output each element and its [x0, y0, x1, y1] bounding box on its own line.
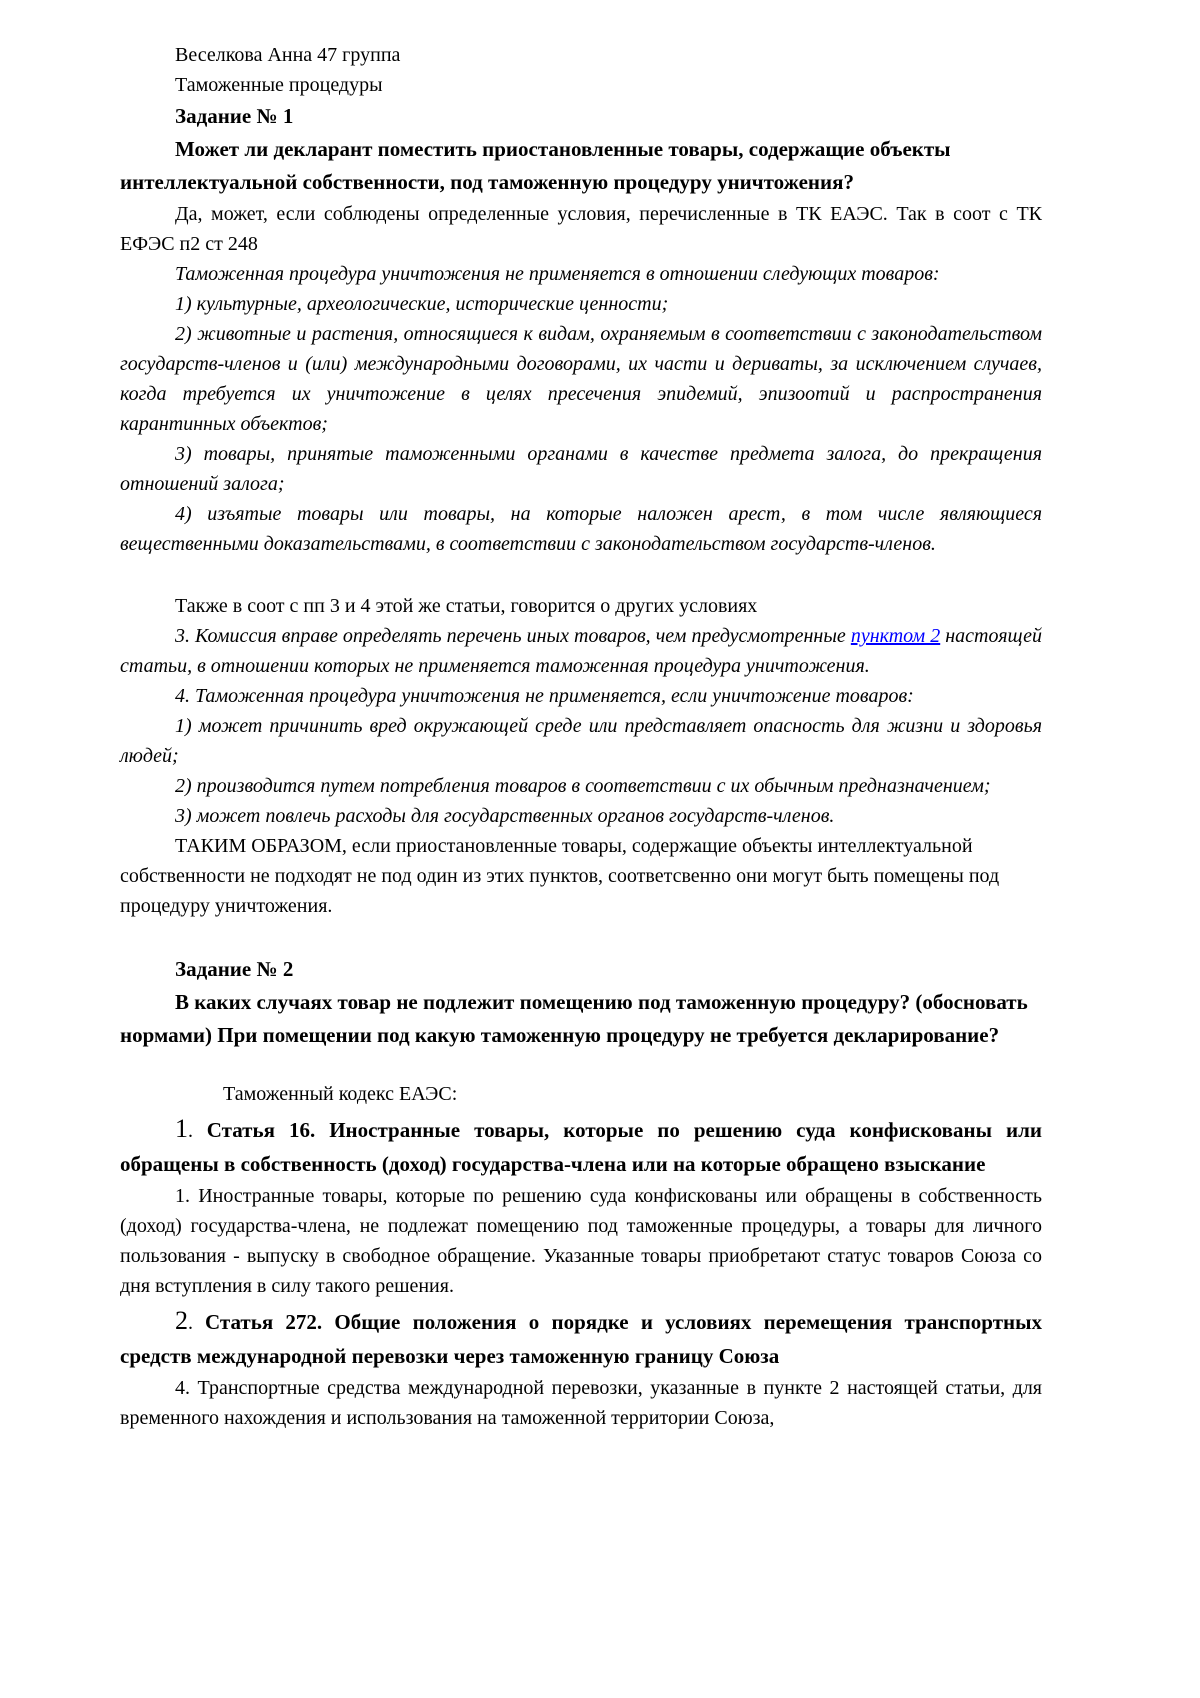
law-item-2-body: 4. Транспортные средства международной перевозки, указанные в пункте 2 настоящей статьи, для временного нахождения и использования на таможенной территории Союза,: [120, 1377, 1042, 1429]
quote-paragraph-3: [120, 621, 1042, 681]
subject-line: Таможенные процедуры: [175, 74, 383, 96]
quote-item-4: 4) изъятые товары или товары, на которые наложен арест, в том числе являющиеся вещественными доказательствами, в соответствии с законодательством государств-членов.: [120, 503, 1042, 555]
quote-item-1: 1) культурные, археологические, исторические ценности;: [175, 293, 669, 315]
law-item-2-heading-text: Статья 272. Общие положения о порядке и условиях перемещения транспортных средств международной перевозки через таможенную границу Союза: [120, 1310, 1043, 1368]
author-line: Веселкова Анна 47 группа: [175, 44, 401, 66]
quote-p3-text-after: настоящей статьи, в отношении которых не применяется таможенная процедура уничтожения.: [120, 625, 1043, 677]
quote-item-3: 3) товары, принятые таможенными органами в качестве предмета залога, до прекращения отношений залога;: [120, 443, 1042, 495]
law-item-2-heading: [120, 1304, 1042, 1373]
also-note: Также в соот с пп 3 и 4 этой же статьи, говорится о других условиях: [175, 595, 758, 617]
quote-paragraph-4-lead: 4. Таможенная процедура уничтожения не применяется, если уничтожение товаров:: [175, 685, 914, 707]
quote-item-2: 2) животные и растения, относящиеся к видам, охраняемым в соответствии с законодательством государств-членов и (или) международными договорами, их части и дериваты, за исключением случаев, когда требуется их уничтожение в целях пресечения эпидемий, эпизоотий и распространения карантинных объектов;: [120, 323, 1042, 435]
quote-lead: Таможенная процедура уничтожения не применяется в отношении следующих товаров:: [175, 263, 940, 285]
punkt-2-link[interactable]: пунктом 2: [850, 625, 941, 647]
task2-question: В каких случаях товар не подлежит помещению под таможенную процедуру? (обосновать нормами) При помещении под какую таможенную процедуру не требуется декларирование?: [120, 990, 1028, 1047]
law-item-1-body: 1. Иностранные товары, которые по решению суда конфискованы или обращены в собственность (доход) государства-члена, не подлежат помещению под таможенные процедуры, а товары для личного пользования - выпуску в свободное обращение. Указанные товары приобретают статус товаров Союза со дня вступления в силу такого решения.: [120, 1185, 1042, 1297]
law-item-1-heading: [120, 1112, 1042, 1181]
law-item-2-dot: .: [188, 1312, 205, 1334]
law-item-1-number: 1: [175, 1114, 188, 1143]
quote-p3-text-before: 3. Комиссия вправе определять перечень иных товаров, чем предусмотренные: [175, 625, 851, 647]
quote-p4-item-3: 3) может повлечь расходы для государственных органов государств-членов.: [175, 805, 835, 827]
law-item-1-dot: .: [188, 1120, 207, 1142]
law-item-2-number: 2: [175, 1306, 188, 1335]
task1-conclusion: ТАКИМ ОБРАЗОМ, если приостановленные товары, содержащие объекты интеллектуальной собственности не подходят не под один из этих пунктов, соответсвенно они могут быть помещены под процедуру уничтожения.: [120, 835, 1000, 917]
quote-p4-item-1: 1) может причинить вред окружающей среде или представляет опасность для жизни и здоровья людей;: [120, 715, 1042, 767]
quote-p4-item-2: 2) производится путем потребления товаров в соответствии с их обычным предназначением;: [175, 775, 991, 797]
task1-title: Задание № 1: [175, 104, 294, 128]
task1-question: Может ли декларант поместить приостановленные товары, содержащие объекты интеллектуальной собственности, под таможенную процедуру уничтожения?: [120, 137, 951, 194]
task2-title: Задание № 2: [175, 957, 294, 981]
law-item-1-heading-text: Статья 16. Иностранные товары, которые по решению суда конфискованы или обращены в собственность (доход) государства-члена или на которые обращено взыскание: [120, 1118, 1042, 1176]
task1-answer-intro: Да, может, если соблюдены определенные условия, перечисленные в ТК ЕАЭС. Так в соот с ТК ЕФЭС п2 ст 248: [120, 203, 1042, 255]
source-label: Таможенный кодекс ЕАЭС:: [223, 1083, 458, 1105]
